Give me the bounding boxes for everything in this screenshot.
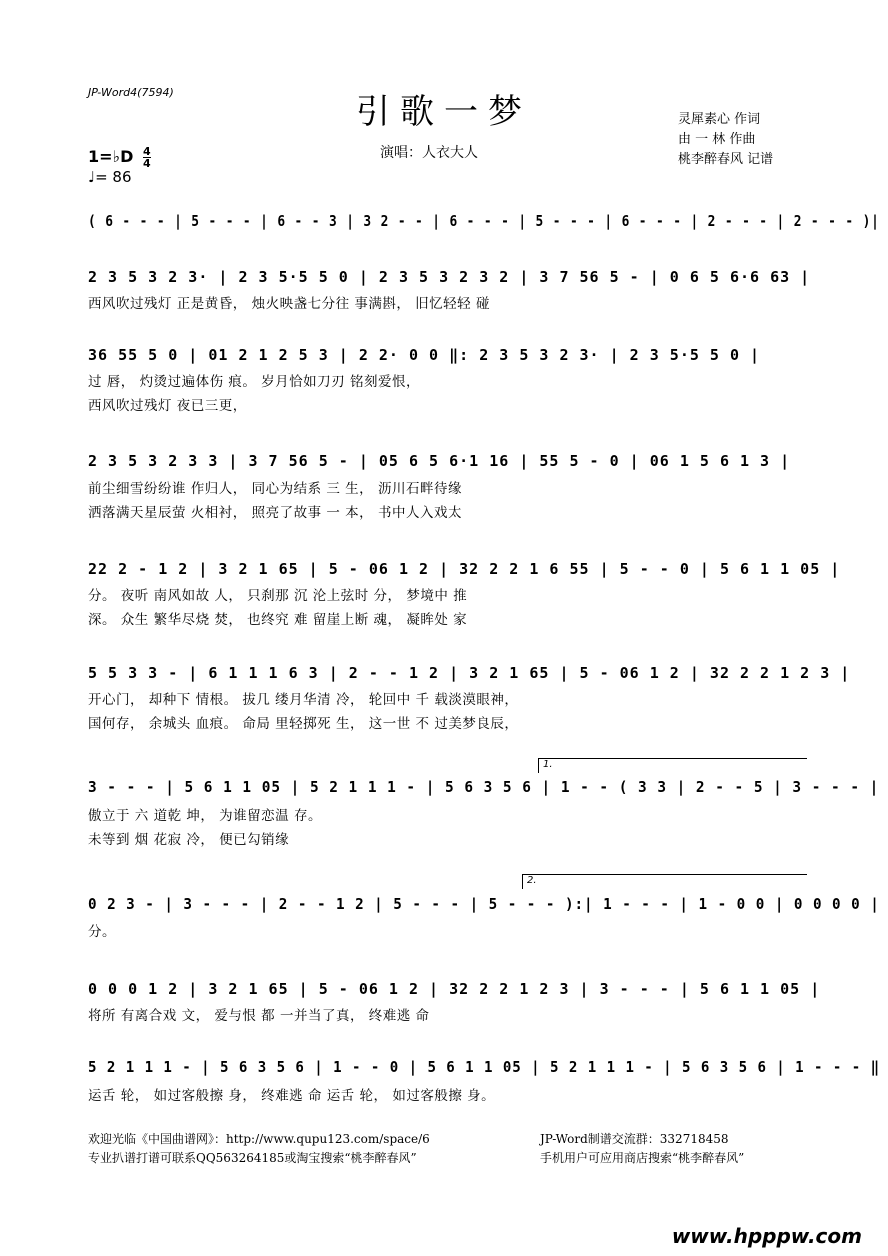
score-row-6-lyrics-1: 开心门， 却种下 情根。 拔几 缕月华清 冷， 轮回中 千 载淡漠眼神，: [88, 692, 519, 708]
score-row-3-lyrics-2: 西风吹过残灯 夜已三更，: [88, 398, 247, 414]
score-row-1-notes: ( 6 - - - | 5 - - - | 6 - - 3 | 3 2 - - | 6 - - - | 5 - - - | 6 - - - | 2 - - - | 2 - - - )|: [88, 212, 880, 230]
score-row-3-lyrics-1: 过 唇， 灼烫过遍体伤 痕。 岁月恰如刀刃 铭刻爱恨，: [88, 374, 420, 390]
score-row-4-lyrics-2: 洒落满天星辰萤 火相衬， 照亮了故事 一 本， 书中人入戏太: [88, 505, 462, 521]
tempo-marking: ♩= 86: [88, 168, 132, 186]
score-row-3-notes: 36 55 5 0 | 01 2 1 2 5 3 | 2 2· 0 0 ‖: 2 3 5 3 2 3· | 2 3 5·5 5 0 |: [88, 346, 761, 364]
volta-second-ending: 2.: [522, 874, 807, 889]
site-watermark: www.hpppw.com: [671, 1224, 862, 1248]
footer-right: [540, 1130, 744, 1168]
transcriber-credit: 桃李醉春风 记谱: [678, 152, 774, 167]
score-row-10-lyrics-1: 运舌 轮， 如过客般擦 身， 终难逃 命 运舌 轮， 如过客般擦 身。: [88, 1088, 496, 1104]
credits-block: [678, 110, 773, 170]
score-row-2-notes: 2 3 5 3 2 3· | 2 3 5·5 5 0 | 2 3 5 3 2 3 2 | 3 7 56 5 - | 0 6 5 6·6 63 |: [88, 268, 811, 286]
footer-contact-note: 专业扒谱打谱可联系QQ563264185或淘宝搜索“桃李醉春风”: [88, 1151, 417, 1165]
score-row-2-lyrics-1: 西风吹过残灯 正是黄昏， 烛火映盏七分往 事满斟， 旧忆轻轻 碰: [88, 296, 490, 312]
composer-credit: 由 一 林 作曲: [678, 132, 756, 147]
score-row-7-notes: 3 - - - | 5 6 1 1 05 | 5 2 1 1 1 - | 5 6 3 5 6 | 1 - - ( 3 3 | 2 - - 5 | 3 - - - |: [88, 778, 880, 796]
footer-group-note: JP-Word制谱交流群：332718458: [540, 1132, 729, 1146]
time-bottom: 4: [142, 157, 151, 170]
score-row-6-notes: 5 5 3 3 - | 6 1 1 1 6 3 | 2 - - 1 2 | 3 2 1 65 | 5 - 06 1 2 | 32 2 2 1 2 3 |: [88, 664, 851, 682]
singer-credit: 演唱：人衣大人: [380, 145, 478, 161]
song-title: 引歌一梦: [356, 92, 532, 132]
score-row-10-notes: 5 2 1 1 1 - | 5 6 3 5 6 | 1 - - 0 | 5 6 1 1 05 | 5 2 1 1 1 - | 5 6 3 5 6 | 1 - - - ‖: [88, 1058, 881, 1076]
score-row-9-lyrics-1: 将所 有离合戏 文， 爱与恨 都 一并当了真， 终难逃 命: [88, 1008, 430, 1024]
score-row-5-lyrics-2: 深。 众生 繁华尽烧 焚， 也终究 难 留崖上断 魂， 凝眸处 家: [88, 612, 468, 628]
score-row-7-lyrics-1: 傲立于 六 道乾 坤， 为谁留恋温 存。: [88, 808, 322, 824]
score-row-7-lyrics-2: 未等到 烟 花寂 冷， 便已勾销缘: [88, 832, 290, 848]
score-row-6-lyrics-2: 国何存， 余城头 血痕。 命局 里轻掷死 生， 这一世 不 过美梦良辰，: [88, 716, 519, 732]
score-row-9-notes: 0 0 0 1 2 | 3 2 1 65 | 5 - 06 1 2 | 32 2 2 1 2 3 | 3 - - - | 5 6 1 1 05 |: [88, 980, 821, 998]
score-row-8-notes: 0 2 3 - | 3 - - - | 2 - - 1 2 | 5 - - - | 5 - - - ):| 1 - - - | 1 - 0 0 | 0 0 0 0 |: [88, 895, 880, 913]
footer-left: [88, 1130, 430, 1168]
volta-first-ending: 1.: [538, 758, 807, 773]
footer-app-note: 手机用户可应用商店搜索“桃李醉春风”: [540, 1151, 745, 1165]
score-row-8-lyrics-1: 分。: [88, 924, 116, 940]
score-row-4-notes: 2 3 5 3 2 3 3 | 3 7 56 5 - | 05 6 5 6·1 16 | 55 5 - 0 | 06 1 5 6 1 3 |: [88, 452, 791, 470]
key-label: 1=♭D: [88, 147, 134, 166]
score-row-4-lyrics-1: 前尘细雪纷纷谁 作归人， 同心为结系 三 生， 沥川石畔待缘: [88, 481, 462, 497]
time-signature: [143, 146, 151, 169]
footer-website-note: 欢迎光临《中国曲谱网》：http://www.qupu123.com/space/6: [88, 1132, 430, 1146]
software-tag: JP-Word4(7594): [88, 86, 174, 99]
key-signature: [88, 146, 151, 169]
score-row-5-lyrics-1: 分。 夜听 南风如故 人， 只刹那 沉 沦上弦时 分， 梦境中 推: [88, 588, 468, 604]
time-top: 4: [142, 145, 151, 158]
score-row-5-notes: 22 2 - 1 2 | 3 2 1 65 | 5 - 06 1 2 | 32 2 2 1 6 55 | 5 - - 0 | 5 6 1 1 05 |: [88, 560, 841, 578]
lyricist-credit: 灵犀素心 作词: [678, 112, 761, 127]
